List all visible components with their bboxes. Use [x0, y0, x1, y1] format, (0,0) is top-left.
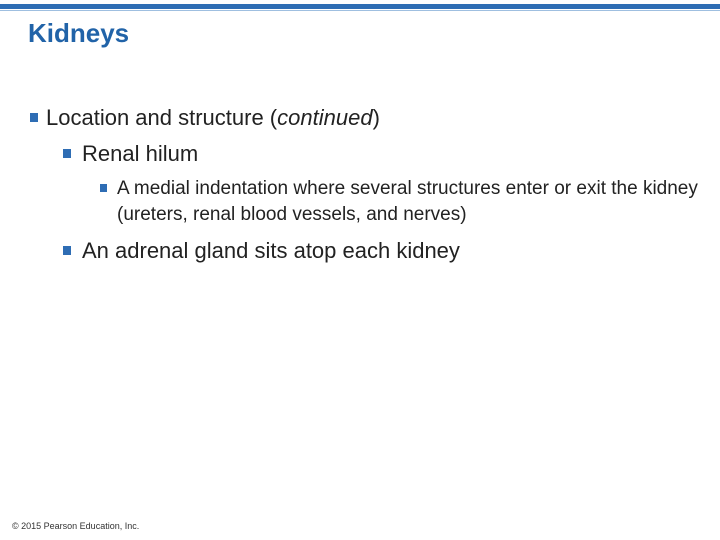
- copyright-footer: © 2015 Pearson Education, Inc.: [12, 521, 140, 531]
- bullet-level-1: [30, 103, 710, 133]
- bullet-list: [30, 103, 710, 273]
- square-bullet-icon: [30, 113, 38, 122]
- bullet-text-close: ): [372, 105, 380, 130]
- top-rule: [0, 4, 720, 9]
- slide-title: Kidneys: [28, 18, 130, 48]
- bullet-text: An adrenal gland sits atop each kidney: [82, 238, 460, 263]
- bullet-text: Renal hilum: [82, 141, 199, 166]
- square-bullet-icon: [100, 184, 107, 192]
- bullet-text: Location and structure (: [46, 105, 278, 130]
- square-bullet-icon: [63, 246, 71, 255]
- bullet-text: A medial indentation where several structures enter or exit the kidney (ureters, renal blood vessels, and nerves): [117, 178, 698, 225]
- top-rule-thin: [0, 10, 720, 11]
- square-bullet-icon: [63, 149, 71, 158]
- bullet-level-2: [63, 139, 710, 169]
- bullet-text-italic: continued: [277, 105, 373, 130]
- bullet-level-2: [63, 236, 710, 266]
- bullet-level-3: [100, 176, 717, 228]
